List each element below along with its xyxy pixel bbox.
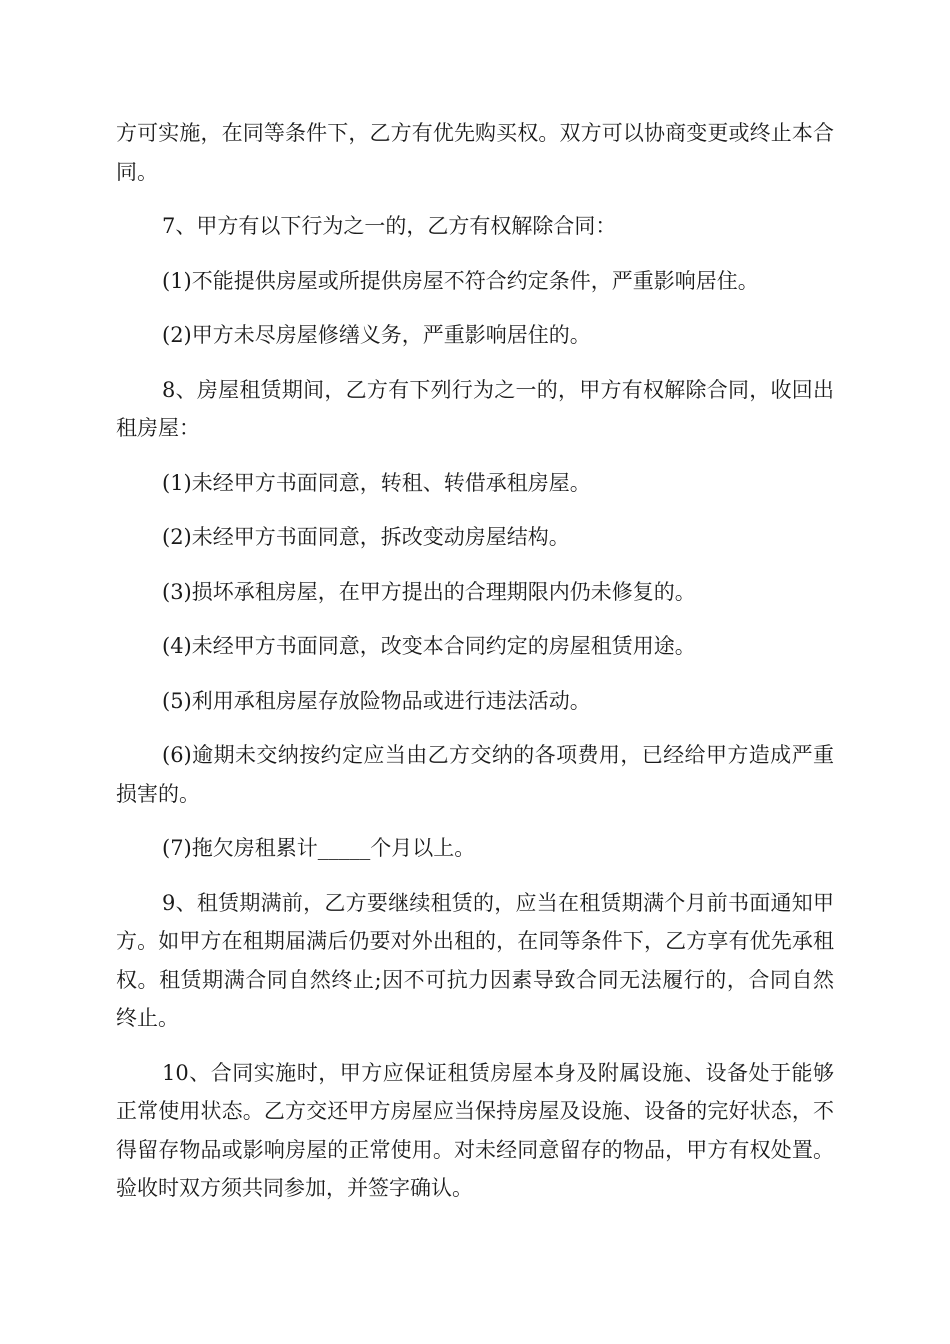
clause-8-item-4: (4)未经甲方书面同意，改变本合同约定的房屋租赁用途。: [162, 634, 696, 658]
clause-8-item-3: (3)损坏承租房屋，在甲方提出的合理期限内仍未修复的。: [162, 579, 696, 604]
paragraph-continuation: 方可实施，在同等条件下，乙方有优先购买权。双方可以协商变更或终止本合同。: [116, 121, 834, 184]
document-page: [116, 114, 834, 1208]
clause-7-item-1: (1)不能提供房屋或所提供房屋不符合约定条件，严重影响居住。: [162, 268, 759, 293]
clause-7-item-2: (2)甲方未尽房屋修缮义务，严重影响居住的。: [162, 323, 591, 347]
clause-8: 8、房屋租赁期间，乙方有下列行为之一的，甲方有权解除合同，收回出租房屋：: [116, 377, 834, 440]
clause-8-item-5: (5)利用承租房屋存放险物品或进行违法活动。: [162, 688, 591, 713]
clause-10: 10、合同实施时，甲方应保证租赁房屋本身及附属设施、设备处于能够正常使用状态。乙方交还甲方房屋应当保持房屋及设施、设备的完好状态，不得留存物品或影响房屋的正常使用。对未经同意留存的物品，甲方有权处置。验收时双方须共同参加，并签字确认。: [116, 1060, 834, 1200]
clause-7: 7、甲方有以下行为之一的，乙方有权解除合同：: [162, 214, 617, 238]
clause-8-item-6: (6)逾期未交纳按约定应当由乙方交纳的各项费用，已经给甲方造成严重损害的。: [116, 743, 834, 806]
clause-8-item-2: (2)未经甲方书面同意，拆改变动房屋结构。: [162, 525, 570, 549]
clause-8-item-1: (1)未经甲方书面同意，转租、转借承租房屋。: [162, 470, 591, 495]
clause-8-item-7: (7)拖欠房租累计_____个月以上。: [162, 836, 476, 860]
clause-9: 9、租赁期满前，乙方要继续租赁的，应当在租赁期满个月前书面通知甲方。如甲方在租期届满后仍要对外出租的，在同等条件下，乙方享有优先承租权。租赁期满合同自然终止;因不可抗力因素导致合同无法履行的，合同自然终止。: [116, 890, 834, 1030]
